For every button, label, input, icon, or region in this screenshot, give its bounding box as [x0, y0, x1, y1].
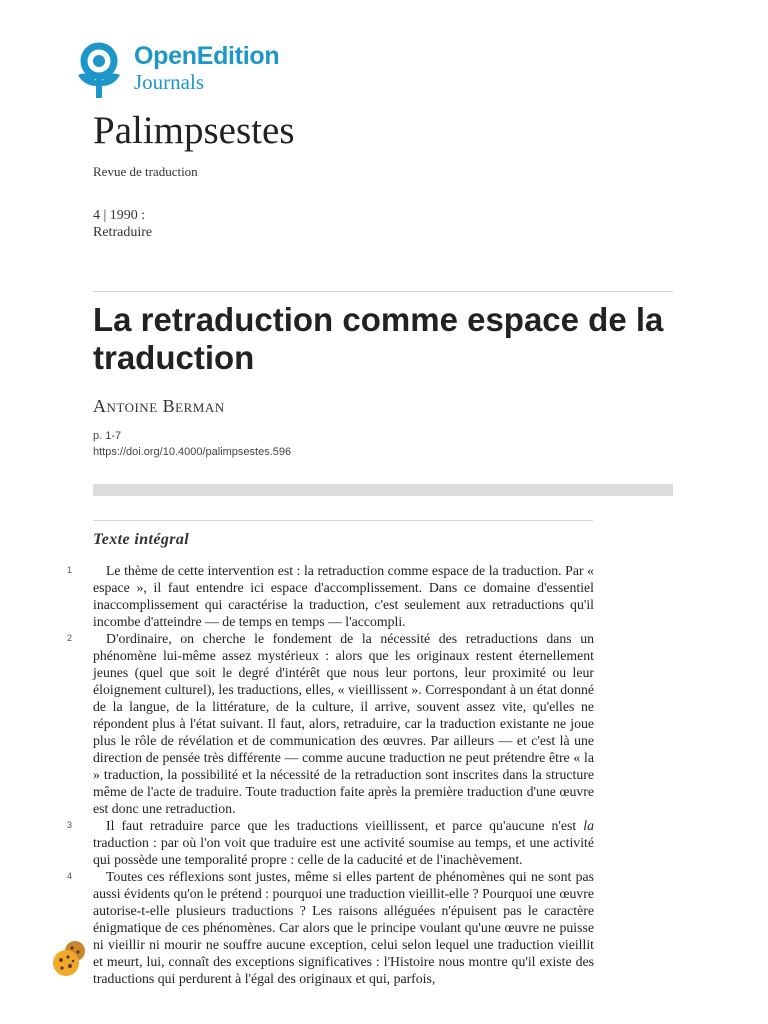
- paragraph-text-part: Il faut retraduire parce que les traductions vieillissent, et parce qu'aucune n'est: [106, 818, 584, 833]
- cookie-consent-button[interactable]: [51, 940, 89, 978]
- paragraph-number[interactable]: 3: [67, 820, 73, 830]
- openedition-logo-icon: [74, 42, 124, 100]
- openedition-logo[interactable]: [74, 40, 314, 102]
- brand-name: OpenEdition: [134, 42, 280, 70]
- paragraph-number[interactable]: 1: [67, 565, 73, 575]
- content-separator-bar: [93, 484, 673, 496]
- paragraph-text-part: traduction : par où l'on voit que traduire est une activité soumise au temps, et une activité qui possède une temporalité propre : celle de la caducité et de l'inachèvement.: [93, 835, 594, 867]
- journal-title[interactable]: Palimpsestes: [93, 109, 295, 152]
- journal-subtitle: Revue de traduction: [93, 164, 198, 179]
- brand-sub: Journals: [134, 70, 204, 94]
- paragraph-number[interactable]: 2: [67, 633, 73, 643]
- article-title: La retraduction comme espace de la traduction: [93, 301, 664, 376]
- article-body: [67, 562, 594, 987]
- article-pages: p. 1-7: [93, 430, 122, 442]
- issue-theme[interactable]: Retraduire: [93, 225, 153, 240]
- divider: [93, 291, 673, 292]
- paragraph-number[interactable]: 4: [67, 871, 73, 881]
- paragraph: [67, 562, 594, 630]
- emphasis: la: [583, 818, 594, 833]
- paragraph-text: D'ordinaire, on cherche le fondement de la nécessité des retraductions dans un phénomène lui-même assez mystérieux : alors que les originaux restent éternellement jeunes (quel que soit le degré d'intérêt que nous leur portons, leur proximité ou leur éloignement culturel), les traductions, elles, « vieillissent ». Correspondant à un état donné de la langue, de la littérature, de la culture, il arrive, souvent assez vite, qu'elles ne répondent plus à l'état suivant. Il faut, alors, retraduire, car la traduction existante ne joue plus le rôle de révélation et de communication des œuvres. Par ailleurs — et c'est là une direction de pensée très différente — comme aucune traduction ne peut prétendre être « la » traduction, la possibilité et la nécessité de la retraduction sont inscrites dans la structure même de l'acte de traduire. Toute traduction faite après la première traduction d'une œuvre est donc une retraduction.: [93, 631, 594, 816]
- paragraph-text: Toutes ces réflexions sont justes, même si elles partent de phénomènes qui ne sont pas aussi évidents qu'on le prétend : pourquoi une traduction vieillit-elle ? Pourquoi une œuvre autorise-t-elle plusieurs traductions ? Les raisons alléguées n'épuisent pas le caractère énigmatique de ces phénomènes. Car alors que le principe voulant qu'une œuvre ne puisse ni vieillir ni mourir ne souffre aucune exception, celui selon lequel une traduction vieillit et meurt, lui, connaît des exceptions significatives : l'Histoire nous montre qu'il existe des traductions qui perdurent à l'égal des originaux et qui, parfois,: [93, 869, 594, 986]
- section-heading: Texte intégral: [93, 531, 190, 548]
- paragraph-text: Le thème de cette intervention est : la retraduction comme espace de la traduction. Par « espace », il faut entendre ici espace d'accomplissement. Dans ce domaine d'essentiel inaccomplissement qui caractérise la traduction, c'est seulement aux retraductions qu'il incombe d'atteindre — de temps en temps — l'accompli.: [93, 563, 594, 629]
- paragraph: [67, 630, 594, 817]
- article-author[interactable]: Antoine Berman: [93, 396, 225, 416]
- issue-number[interactable]: 4 | 1990 :: [93, 208, 146, 223]
- divider: [93, 520, 593, 521]
- paragraph: [67, 817, 594, 868]
- cookie-icon: [51, 940, 89, 978]
- paragraph-text: [93, 817, 594, 868]
- doi-link[interactable]: https://doi.org/10.4000/palimpsestes.596: [93, 446, 292, 458]
- paragraph: [67, 868, 594, 987]
